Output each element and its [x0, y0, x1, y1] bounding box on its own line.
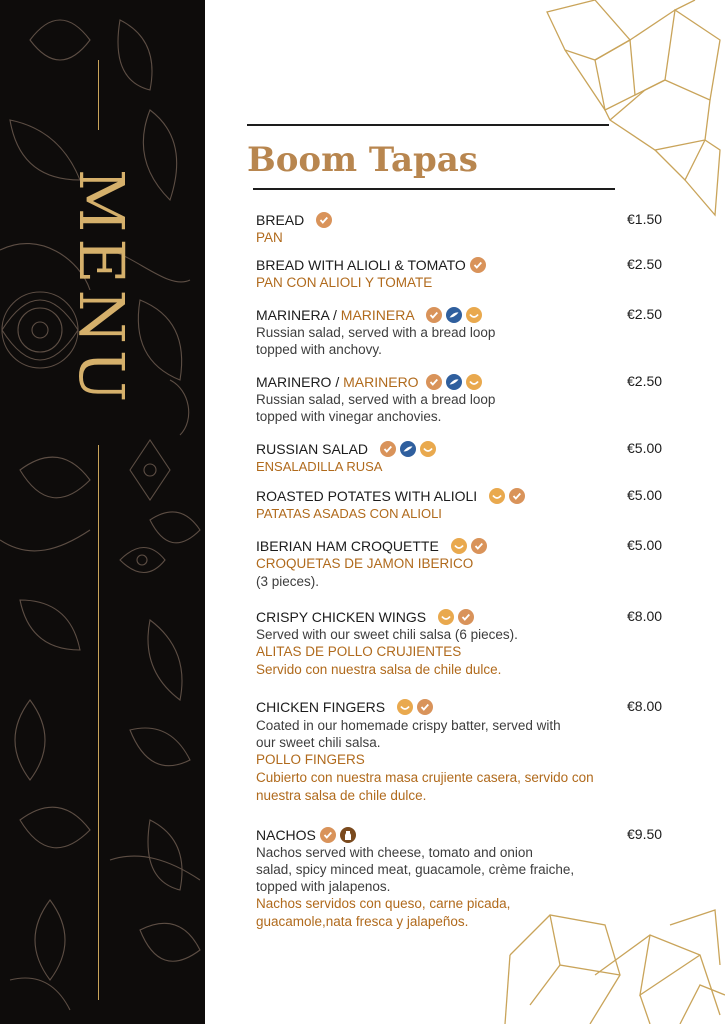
- milk-icon: [340, 827, 356, 843]
- item-spanish-description: Nachos servidos con queso, carne picada,: [256, 896, 511, 911]
- item-name: CHICKEN FINGERS: [256, 699, 386, 715]
- top-gold-rule: [98, 60, 99, 130]
- page-title: Boom Tapas: [247, 140, 478, 180]
- item-spanish-name: ENSALADILLA RUSA: [256, 459, 383, 474]
- item-spanish-name: CROQUETAS DE JAMON IBERICO: [256, 556, 474, 571]
- item-description: topped with anchovy.: [256, 342, 382, 357]
- item-name: MARINERO: [256, 374, 332, 390]
- item-price: €8.00: [627, 698, 663, 714]
- item-description: Nachos served with cheese, tomato and onion: [256, 845, 533, 860]
- gluten-icon: [471, 538, 487, 554]
- gluten-icon: [316, 212, 332, 228]
- item-name: BREAD WITH ALIOLI & TOMATO: [256, 257, 466, 273]
- top-divider: [247, 124, 609, 126]
- gluten-icon: [509, 488, 525, 504]
- menu-item-marinera: [256, 306, 666, 358]
- gluten-icon: [417, 699, 433, 715]
- item-spanish-description: nuestra salsa de chile dulce.: [256, 788, 427, 803]
- menu-item-bread: [256, 211, 666, 247]
- menu-item-roasted-potatoes: [256, 487, 666, 522]
- menu-item-chicken-fingers: [256, 698, 666, 805]
- menu-item-ham-croquette: [256, 537, 666, 590]
- egg-icon: [420, 441, 436, 457]
- item-spanish-name: MARINERA: [340, 307, 415, 323]
- bottom-gold-rule: [98, 445, 99, 1000]
- gluten-icon: [458, 609, 474, 625]
- item-spanish-name: ALITAS DE POLLO CRUJIENTES: [256, 644, 462, 659]
- item-description: our sweet chili salsa.: [256, 735, 381, 750]
- menu-item-chicken-wings: [256, 608, 666, 679]
- item-spanish-name: PAN CON ALIOLI Y TOMATE: [256, 275, 433, 290]
- item-description: salad, spicy minced meat, guacamole, crème fraiche,: [256, 862, 575, 877]
- item-spanish-name: MARINERO: [343, 374, 419, 390]
- item-spanish-description: Servido con nuestra salsa de chile dulce.: [256, 662, 502, 677]
- item-price: €5.00: [627, 537, 663, 553]
- menu-heading: MENU: [65, 168, 139, 408]
- item-price: €5.00: [627, 440, 663, 456]
- item-price: €2.50: [627, 373, 663, 389]
- item-price: €8.00: [627, 608, 663, 624]
- item-description: topped with jalapenos.: [256, 879, 391, 894]
- item-spanish-name: PATATAS ASADAS CON ALIOLI: [256, 506, 442, 521]
- geometric-decoration-icon: [535, 0, 725, 230]
- gluten-icon: [426, 374, 442, 390]
- item-description: Russian salad, served with a bread loop: [256, 392, 496, 407]
- menu-item-nachos: [256, 826, 666, 931]
- item-name: CRISPY CHICKEN WINGS: [256, 609, 427, 625]
- item-name: NACHOS: [256, 827, 316, 843]
- egg-icon: [451, 538, 467, 554]
- item-spanish-name: POLLO FINGERS: [256, 752, 365, 767]
- egg-icon: [438, 609, 454, 625]
- item-price: €5.00: [627, 487, 663, 503]
- title-divider: [253, 188, 615, 190]
- item-name: RUSSIAN SALAD: [256, 441, 369, 457]
- item-price: €2.50: [627, 306, 663, 322]
- item-spanish-name: PAN: [256, 230, 283, 245]
- item-name-separator: /: [329, 307, 341, 323]
- item-description: Served with our sweet chili salsa (6 pieces).: [256, 627, 518, 642]
- item-description: Russian salad, served with a bread loop: [256, 325, 496, 340]
- egg-icon: [397, 699, 413, 715]
- gluten-icon: [470, 257, 486, 273]
- item-description: Coated in our homemade crispy batter, served with: [256, 718, 561, 733]
- item-price: €2.50: [627, 256, 663, 272]
- menu-content: [205, 0, 725, 1024]
- fish-icon: [446, 374, 462, 390]
- egg-icon: [489, 488, 505, 504]
- item-description: topped with vinegar anchovies.: [256, 409, 442, 424]
- item-name: ROASTED POTATES WITH ALIOLI: [256, 488, 478, 504]
- fish-icon: [446, 307, 462, 323]
- gluten-icon: [380, 441, 396, 457]
- side-panel: [0, 0, 205, 1024]
- item-name: MARINERA: [256, 307, 330, 323]
- item-price: €9.50: [627, 826, 663, 842]
- item-name: BREAD: [256, 212, 305, 228]
- menu-item-bread-alioli: [256, 256, 666, 292]
- item-price: €1.50: [627, 211, 663, 227]
- menu-item-marinero: [256, 373, 666, 425]
- menu-item-russian-salad: [256, 440, 666, 475]
- item-spanish-description: guacamole,nata fresca y jalapeños.: [256, 914, 469, 929]
- fish-icon: [400, 441, 416, 457]
- egg-icon: [466, 374, 482, 390]
- egg-icon: [466, 307, 482, 323]
- item-description: (3 pieces).: [256, 574, 320, 589]
- gluten-icon: [320, 827, 336, 843]
- item-spanish-description: Cubierto con nuestra masa crujiente casera, servido con: [256, 770, 594, 785]
- item-name-separator: /: [331, 374, 344, 390]
- gluten-icon: [426, 307, 442, 323]
- item-name: IBERIAN HAM CROQUETTE: [256, 538, 439, 554]
